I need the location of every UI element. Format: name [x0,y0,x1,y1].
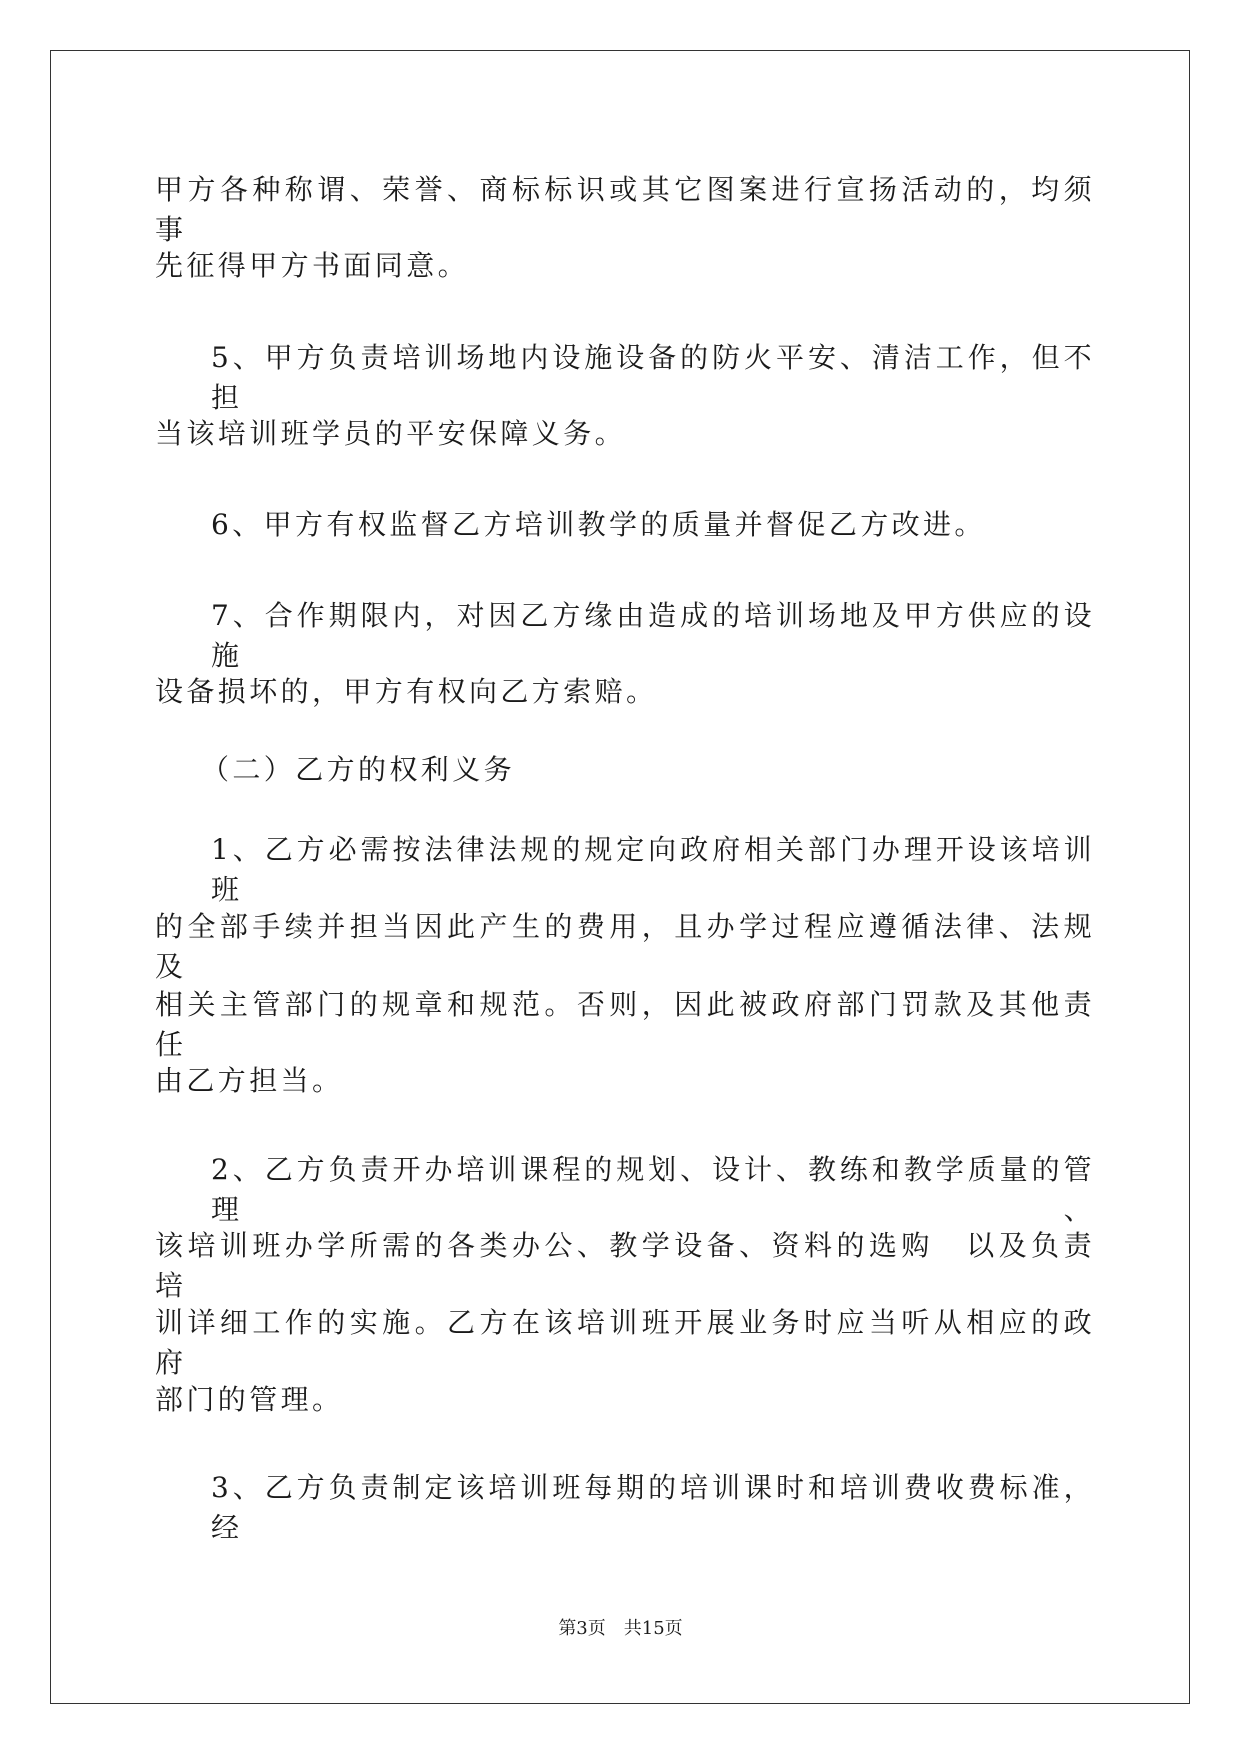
text-line: 7、合作期限内，对因乙方缘由造成的培训场地及甲方供应的设施 [211,599,1095,672]
section-heading: （二）乙方的权利义务 [201,753,516,786]
text-line: 设备损坏的，甲方有权向乙方索赔。 [155,675,658,708]
text-line: 5、甲方负责培训场地内设施设备的防火平安、清洁工作，但不担 [211,341,1095,414]
page-total: 共15页 [623,1618,683,1639]
text-line: 的全部手续并担当因此产生的费用，且办学过程应遵循法律、法规及 [155,910,1095,983]
text-line: 部门的管理。 [155,1383,344,1416]
text-line: 相关主管部门的规章和规范。否则，因此被政府部门罚款及其他责任 [155,988,1095,1061]
text-line: 训详细工作的实施。乙方在该培训班开展业务时应当听从相应的政府 [155,1306,1095,1379]
text-line: 当该培训班学员的平安保障义务。 [155,417,627,450]
text-line: 由乙方担当。 [155,1064,344,1097]
text-line: 6、甲方有权监督乙方培训教学的质量并督促乙方改进。 [211,508,986,541]
text-line: 2、乙方负责开办培训课程的规划、设计、教练和教学质量的管理、 [211,1153,1095,1226]
text-line: 甲方各种称谓、荣誉、商标标识或其它图案进行宣扬活动的，均须事 [155,173,1095,246]
page-number: 第3页 [558,1618,606,1639]
text-line: 3、乙方负责制定该培训班每期的培训课时和培训费收费标准，经 [211,1471,1095,1544]
text-line: 该培训班办学所需的各类办公、教学设备、资料的选购 以及负责培 [155,1229,1095,1302]
text-line: 先征得甲方书面同意。 [155,249,470,282]
text-line: 1、乙方必需按法律法规的规定向政府相关部门办理开设该培训班 [211,833,1095,906]
page-footer [0,1617,1241,1641]
